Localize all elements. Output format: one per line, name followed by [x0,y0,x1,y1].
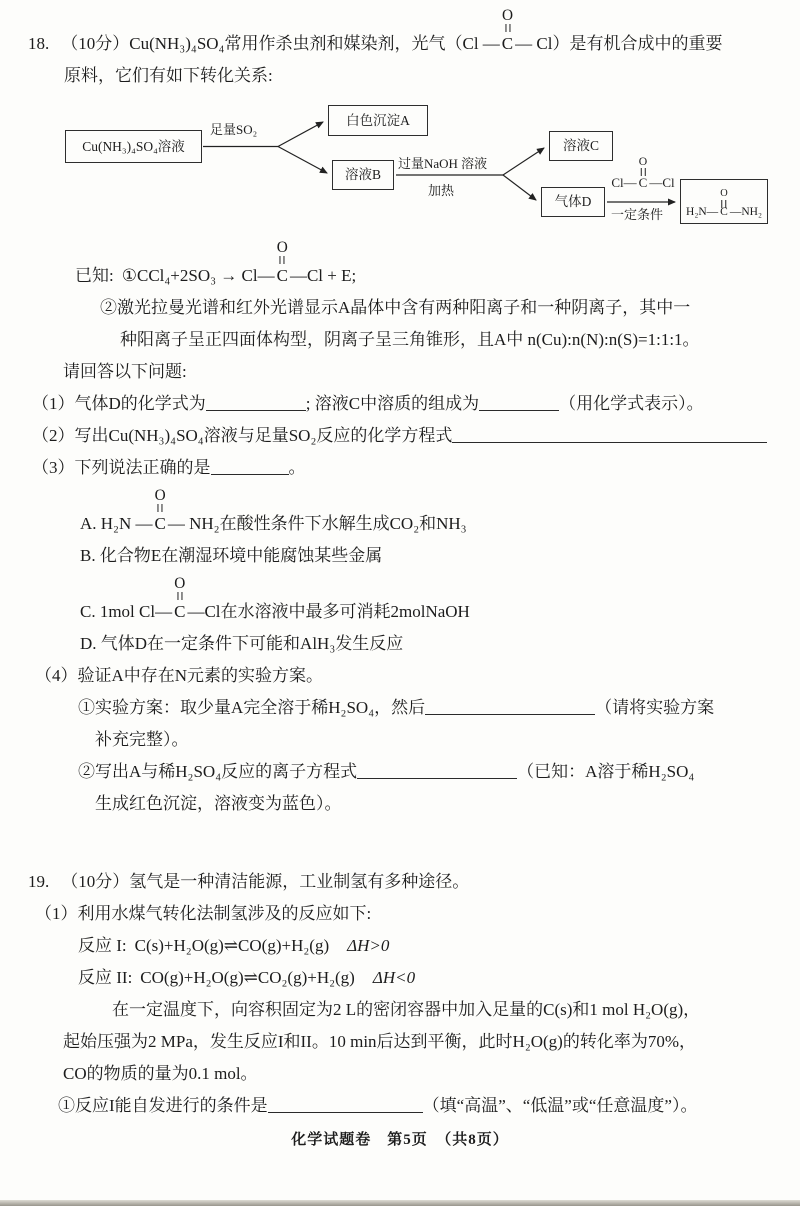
flow-label-heat: 加热 [428,183,455,198]
oxygen-label: O [501,7,513,25]
answer-blank[interactable] [206,394,306,411]
q18-sub2-text: （2）写出Cu(NH₃)₄SO₄溶液与足量SO₂反应的化学方程式 [32,426,453,445]
q18-sub1-text3: （用化学式表示）。 [559,394,704,413]
carbon-label: C [638,175,648,190]
oxygen-label: O [638,154,648,168]
q18-sub1-text: （1）气体D的化学式为 [32,394,206,413]
q18-sub4-2-line2: 生成红色沉淀，溶液变为蓝色）。 [95,794,342,813]
carbon-label: C [501,34,514,53]
q19-reaction1-line [78,930,772,962]
answer-blank[interactable] [479,394,559,411]
reaction2-equation: CO(g)+H₂O(g)⇌CO₂(g)+H₂(g) [140,968,355,987]
carbon-label: C [276,266,288,285]
carbon-label: C [154,514,166,533]
reaction1-equation: C(s)+H₂O(g)⇌CO(g)+H₂(g) [134,936,330,955]
carbon-label: C [720,205,728,218]
page-footer: 化学试题卷 第5页 （共8页） [291,1132,509,1148]
q18-sub4-line: （4）验证A中存在N元素的实验方案。 [35,666,324,685]
q18-sub3-line [32,452,772,484]
flow-box-urea [680,179,768,224]
option-a [80,484,772,540]
reaction1-label: 反应 I: [78,936,127,955]
q19-paragraph-line2: 起始压强为2 MPa，发生反应I和II。10 min后达到平衡，此时H₂O(g)的转化率为70%， [63,1032,697,1051]
flow-box-precipitate-a [328,105,428,136]
urea-right: —NH₂ [729,205,762,218]
option-d: D. 气体D在一定条件下可能和AlH₃发生反应 [80,634,404,653]
q19-sub1-1-text: ①反应I能自发进行的条件是 [58,1096,268,1115]
answer-blank[interactable] [357,762,517,779]
q18-title-line1 [28,4,772,60]
q19-paragraph-line3: CO的物质的量为0.1 mol。 [63,1064,258,1083]
reaction2-label: 反应 II: [78,968,133,987]
q18-sub4-2-text2: （已知：A溶于稀H₂SO₄ [517,762,695,781]
q18-title-line2: 原料，它们有如下转化关系: [64,66,273,85]
carbonyl-oxygen [720,189,727,208]
scan-bottom-edge [0,1200,800,1206]
oxygen-label: O [154,487,166,505]
q18-sub4-2-text: ②写出A与稀H₂SO₄反应的离子方程式 [78,762,358,781]
carbonyl-oxygen [639,156,647,177]
oxygen-label: O [720,187,728,199]
flow-label-naoh: 过量NaOH 溶液 [398,156,488,171]
phosgene-structure [275,239,290,292]
flow-box-start-label: Cu(NH₃)₄SO₄溶液 [82,138,185,154]
double-bond-icon [177,592,182,600]
q18-intro-pre: （10分）Cu(NH₃)₄SO₄常用作杀虫剂和媒染剂，光气（Cl — [61,34,500,53]
flow-box-b-label: 溶液B [344,167,381,183]
option-a-pre: A. H₂N — [80,514,153,533]
q19-sub1-line: （1）利用水煤气转化法制氢涉及的反应如下: [35,904,372,923]
flow-label-phosgene [605,154,681,191]
option-c-post: —Cl在水溶液中最多可消耗2molNaOH [187,602,470,621]
double-bond-icon [158,504,163,512]
q18-sub4-1-text2: （请将实验方案 [595,698,715,717]
phosgene-left: Cl— [611,175,637,190]
q19-intro: （10分）氢气是一种清洁能源，工业制氢有多种途径。 [61,872,470,891]
q18-sub1-text2: ; 溶液C中溶质的组成为 [305,394,480,413]
answer-blank[interactable] [452,426,767,443]
q18-sub3-text2: 。 [288,458,306,477]
option-c-pre: C. 1mol Cl— [80,602,173,621]
answer-blank[interactable] [425,698,595,715]
q18-sub1-line [32,388,772,420]
carbonyl-oxygen [174,576,185,600]
q18-sub4-1-line [78,692,772,724]
flow-box-c-label: 溶液C [562,138,599,154]
oxygen-label: O [174,575,186,593]
flow-box-a-label: 白色沉淀A [346,112,410,128]
flow-box-solution-c [549,131,613,161]
q19-paragraph-line1: 在一定温度下，向容积固定为2 L的密闭容器中加入足量的C(s)和1 mol H₂O(g)， [112,1000,701,1019]
answer-blank[interactable] [268,1096,423,1113]
double-bond-icon [505,24,510,32]
reaction1-enthalpy: ΔH>0 [347,936,390,955]
flow-box-d-label: 气体D [554,194,592,210]
flow-box-start [65,130,202,163]
urea-formula [686,187,762,219]
q18-sub4-2-line [78,756,772,788]
phosgene-structure [500,7,515,60]
q18-sub3-text: （3）下列说法正确的是 [32,458,211,477]
known-eq-post: —Cl + E; [289,266,357,285]
known-eq-pre: ①CCl₄+2SO₃ → Cl— [121,266,275,285]
question-19 [28,866,772,1122]
oxygen-label: O [276,239,288,257]
flow-label-so2: 足量SO₂ [210,122,258,137]
q19-number: 19. [28,872,50,891]
option-a-post: — NH₂在酸性条件下水解生成CO₂和NH₃ [167,514,467,533]
urea-structure [718,187,730,219]
flow-box-gas-d [541,187,605,217]
carbonyl-oxygen [277,240,288,264]
carbon-label: C [174,602,186,621]
conversion-flowchart [60,100,800,236]
double-bond-icon [640,168,645,176]
q18-sub4-1-line2: 补充完整）。 [95,730,189,749]
q19-sub1-1-line [58,1090,772,1122]
urea-left: H₂N— [686,205,719,218]
phosgene-right: —Cl [649,175,675,190]
double-bond-icon [721,200,726,208]
known-label: 已知: [75,266,114,285]
q18-sub2-line [32,420,772,452]
carbonyl-oxygen [502,8,513,32]
carbonyl-oxygen [155,488,166,512]
flow-box-solution-b [332,160,394,190]
phosgene-structure [172,575,187,628]
q18-sub4-1-text: ①实验方案：取少量A完全溶于稀H₂SO₄，然后 [78,698,426,717]
urea-structure [153,487,168,540]
q18-known-line1 [75,236,772,292]
q18-intro-post: — Cl）是有机合成中的重要 [515,34,723,53]
q18-known-line2: ②激光拉曼光谱和红外光谱显示A晶体中含有两种阳离子和一种阴离子，其中一 [100,298,691,317]
option-c [80,572,772,628]
q18-ask-line: 请回答以下问题: [63,362,187,381]
q19-reaction2-line [78,962,772,994]
flow-label-condition: 一定条件 [611,207,664,222]
phosgene-structure [637,154,650,191]
option-b: B. 化合物E在潮湿环境中能腐蚀某些金属 [80,546,383,565]
reaction2-enthalpy: ΔH<0 [372,968,416,987]
double-bond-icon [280,256,285,264]
q19-title-line [28,866,772,898]
q19-sub1-1-text2: （填“高温”、“低温”或“任意温度”）。 [422,1096,698,1115]
q18-known-line3: 种阳离子呈正四面体构型，阴离子呈三角锥形，且A中 n(Cu):n(N):n(S)=1:1:1。 [120,330,700,349]
q18-number: 18. [28,34,50,53]
answer-blank[interactable] [211,458,289,475]
